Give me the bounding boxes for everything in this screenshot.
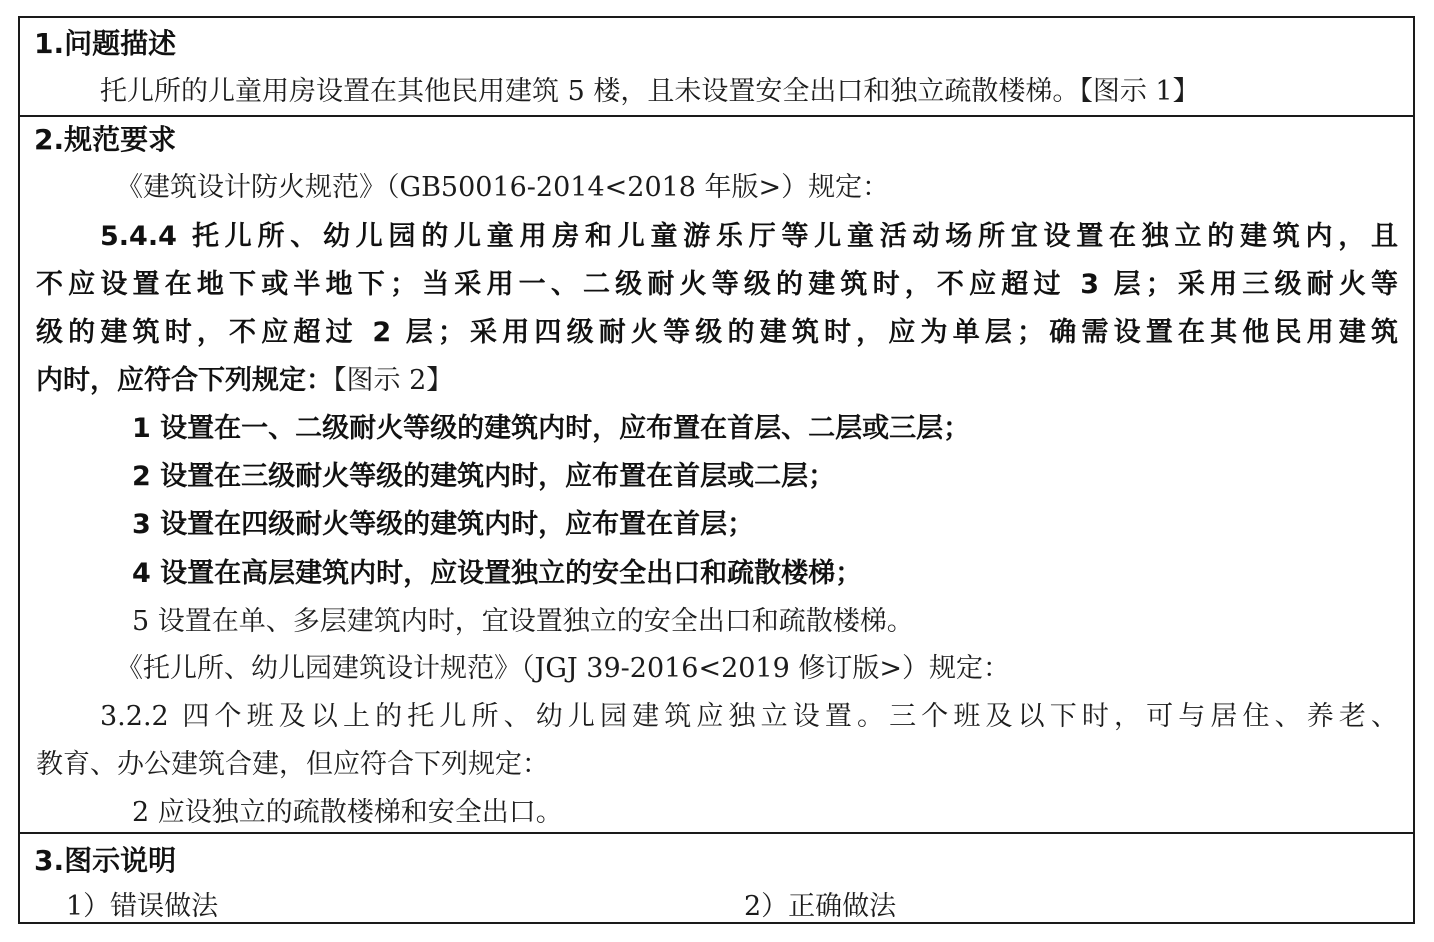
clause-item-1: 1 设置在一、二级耐火等级的建筑内时，应布置在首层、二层或三层； [132, 413, 971, 444]
clause-544-line-4-text: 内时，应符合下列规定： [36, 365, 333, 396]
section1-text: 托儿所的儿童用房设置在其他民用建筑 5 楼，且未设置安全出口和独立疏散楼梯。【图示 1】 [100, 76, 1200, 107]
divider-1 [20, 115, 1413, 117]
clause-item-4: 4 设置在高层建筑内时，应设置独立的安全出口和疏散楼梯； [132, 558, 863, 589]
clause-item-5: 5 设置在单、多层建筑内时，宜设置独立的安全出口和疏散楼梯。 [132, 606, 914, 637]
section2-heading: 2.规范要求 [34, 123, 177, 156]
clause-item-2: 2 设置在三级耐火等级的建筑内时，应布置在首层或二层； [132, 461, 836, 492]
clause-322-line-1: 3.2.2 四个班及以上的托儿所、幼儿园建筑应独立设置。三个班及以下时，可与居住、养老、 [100, 701, 1398, 732]
clause-544-line-3: 级的建筑时，不应超过 2 层；采用四级耐火等级的建筑时，应为单层；确需设置在其他民用建筑 [36, 317, 1398, 348]
standard2-title: 《托儿所、幼儿园建筑设计规范》（JGJ 39-2016<2019 修订版>）规定： [116, 653, 1011, 684]
clause-544-line-1: 5.4.4 托儿所、幼儿园的儿童用房和儿童游乐厅等儿童活动场所宜设置在独立的建筑内，且 [100, 221, 1398, 252]
section3-heading: 3.图示说明 [34, 844, 177, 877]
standard1-title: 《建筑设计防火规范》（GB50016-2014<2018 年版>）规定： [116, 172, 890, 203]
clause-322-item-2: 2 应设独立的疏散楼梯和安全出口。 [132, 797, 563, 828]
figure-2-reference: 【图示 2】 [333, 365, 454, 396]
clause-item-3: 3 设置在四级耐火等级的建筑内时，应布置在首层； [132, 509, 755, 540]
correct-practice-caption: 2）正确做法 [744, 891, 897, 922]
clause-322-line-2: 教育、办公建筑合建，但应符合下列规定： [36, 749, 549, 780]
wrong-practice-caption: 1）错误做法 [66, 891, 219, 922]
divider-2 [20, 832, 1413, 834]
clause-544-line-2: 不应设置在地下或半地下；当采用一、二级耐火等级的建筑时，不应超过 3 层；采用三级耐火等 [36, 269, 1398, 300]
clause-544-line-4 [36, 364, 453, 398]
section1-heading: 1.问题描述 [34, 27, 177, 60]
